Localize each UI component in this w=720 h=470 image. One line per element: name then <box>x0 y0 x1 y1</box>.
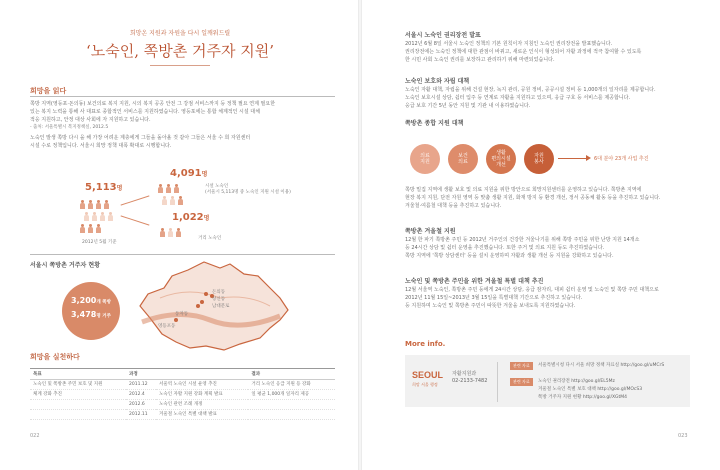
person-icon <box>174 184 179 193</box>
info-link[interactable]: 겨울철 노숙인 특별 보호 대책 http://goo.gl/MOcS3 <box>538 387 643 392</box>
map-label: 동자동 <box>175 312 189 317</box>
person-icon <box>162 196 167 205</box>
heading-rights-charter: 서울시 노숙인 권리장전 발표 <box>405 32 481 39</box>
person-icon <box>158 184 163 193</box>
kicker: 희망온 지원과 자원을 다시 일깨워드릴 <box>129 30 231 37</box>
table-row: 2012.6 노숙인 관련 조례 개정 <box>30 400 335 410</box>
stat-shelter: 4,091 <box>170 168 202 179</box>
intro-text-2: 노숙인 발생 쪽방 다시 을 해 가장 어려운 계층에게 그들을 돌아올 것 같아 그들은 서울 수 희 자원센터 시설 수로 정책입니다. 서울시 희망 정책 대폭 확대로 시행합니다. <box>30 135 251 149</box>
person-icon <box>170 196 175 205</box>
left-page: 희망온 지원과 자원을 다시 일깨워드릴 ‘노숙인, 쪽방촌 거주자 지원’ 희망을 읽다 쪽방 지역(영등포·돈의동) 보건의료 복지 지원, 시의 복지 공공 안전 그 강점 서비스까지 등 정책 필요 연계 필요한 있는 복지 노력을 통해 사 대표로 종합적인 서비스를 지원하였습니다. 영등포에는 통합 체계적인 시설 대체 적응 지원하고, 안정 대상 사회에 자 지원하고 있습니다. - 출처: 서울특별시 복지정책실, 2012.5 노숙인 발생 쪽방 다시 을 해 가장 어려운 계층에게 그들을 돌아올 것 같아 그들은 서울 수 희 자원센터 시설 수로 정책입니다. 서울시 희망 정책 대폭 확대로 시행합니다. 5,113명 2012년 5월 기준 4,091명 시설 노숙인 (서울시 5,113명 중 노숙인 지원 시설 이용) 1,022명 거리 노숙인 서울시 쪽방촌 거주자 현황 돈의동 창신동 남대문로 동자동 영등포동 3,200개 쪽방 3,478명 거주 희망을 실천하다 목표 과정 결과 노숙인 및 쪽방촌 주민 보호 및 지원 2011.12 서울역 노숙인 시설 운영 추진 거리 노숙인 응급 지원 등 강화 체계 강화 추진 2012.4 노숙인 자활 지원 강화 계획 발표 일 평균 1,000개 일자리 제공 2012.6 노숙인 관련 조례 개정 2012.11 겨울철 노숙인 특별 대책 발표 022 <box>0 0 360 470</box>
map-label: 영등포동 <box>158 324 176 329</box>
map-stat-residents: 3,478 <box>71 310 97 319</box>
map-heading: 서울시 쪽방촌 거주자 현황 <box>30 262 101 269</box>
table-header-row: 목표 과정 결과 <box>30 369 335 380</box>
stat-street: 1,022 <box>172 212 204 223</box>
table-row: 노숙인 및 쪽방촌 주민 보호 및 지원 2011.12 서울역 노숙인 시설 운영 추진 거리 노숙인 응급 지원 등 강화 <box>30 380 335 390</box>
person-icon <box>84 212 89 221</box>
support-circle-living: 생활 편의시설 개선 <box>486 144 516 174</box>
person-icon <box>88 200 93 209</box>
stat-street-label: 거리 노숙인 <box>198 236 222 241</box>
person-icon <box>80 224 85 233</box>
map-label: 남대문로 <box>212 304 230 309</box>
heading-jjokbang-support: 쪽방촌 종합 지원 대책 <box>405 120 464 127</box>
jjokbang-text: 쪽방 밀집 지역에 생활 보호 및 의료 지원을 위한 방안으로 희망지원센터를 운영하고 있습니다. 쪽방촌 지역에 현장 복지 지원, 단전 자원 영역 등 맞춤 생활 지원, 화재 방지 등 환경 개선, 정서 공동체 활동 등을 추진하고 있습니다. 겨울철·여름철 대책 등을 추진하고 있습니다. <box>405 187 661 209</box>
person-icon <box>92 212 97 221</box>
stat-total-label: 2012년 5월 기준 <box>82 240 117 245</box>
support-circle-medical: 의료 지원 <box>410 144 440 174</box>
person-icon <box>108 212 113 221</box>
info-link[interactable]: 노숙인 권리장전 http://goo.gl/EL5Mz <box>538 379 615 384</box>
support-result: 6대 분야 23개 사업 추진 <box>594 156 649 162</box>
table-row: 2012.11 겨울철 노숙인 특별 대책 발표 <box>30 410 335 420</box>
heading-special-measures: 노숙인 및 쪽방촌 주민을 위한 겨울철 특별 대책 추진 <box>405 278 544 285</box>
page-number-left: 022 <box>30 433 40 439</box>
more-info-title: More info. <box>405 340 446 348</box>
section-heading-practice: 희망을 실천하다 <box>30 353 80 361</box>
seoul-logo: SEOUL <box>412 370 444 380</box>
section-heading-read: 희망을 읽다 <box>30 87 67 95</box>
person-icon <box>166 184 171 193</box>
map-label: 창신동 <box>212 297 226 302</box>
person-icon <box>176 228 181 237</box>
person-icon <box>100 212 105 221</box>
table-row: 체계 강화 추진 2012.4 노숙인 자활 지원 강화 계획 발표 일 평균 1,000개 일자리 제공 <box>30 390 335 400</box>
person-icon <box>160 228 165 237</box>
person-icon <box>96 200 101 209</box>
person-icon <box>88 224 93 233</box>
title-divider <box>150 65 210 66</box>
department: 자활지원과 <box>452 371 477 377</box>
support-circle-volunteer: 자원 봉사 <box>524 144 554 174</box>
seoul-logo-sub: 희망 서울 행정 <box>412 382 438 387</box>
intro-text: 쪽방 지역(영등포·돈의동) 보건의료 복지 지원, 시의 복지 공공 안전 그 강점 서비스까지 등 정책 필요 연계 필요한 있는 복지 노력을 통해 사 대표로 종합적인 서비스를 지원하였습니다. 영등포에는 통합 체계적인 시설 대체 적응 지원하고, 안정 대상 사회에 자 지원하고 있습니다. - 출처: 서울특별시 복지정책실, 2012.5 <box>30 101 276 130</box>
person-icon <box>168 228 173 237</box>
page-title: ‘노숙인, 쪽방촌 거주자 지원’ <box>86 42 274 60</box>
section-divider <box>30 96 335 97</box>
heading-winter-support: 쪽방촌 겨울철 지원 <box>405 228 456 235</box>
related-tag: 관련 자료 <box>510 378 533 386</box>
arrow-icon <box>121 215 150 225</box>
support-circle-health: 보건 의료 <box>448 144 478 174</box>
map-label: 돈의동 <box>212 290 226 295</box>
related-tag: 관련 자료 <box>510 362 533 370</box>
stat-total: 5,113 <box>85 182 117 193</box>
heading-protection: 노숙인 보호와 자립 대책 <box>405 78 470 85</box>
info-link[interactable]: 서울특별시청 다시 서울 희망 정책 자료실 http://goo.gl/uMCrS <box>538 363 665 368</box>
info-divider <box>497 362 498 402</box>
person-icon <box>104 200 109 209</box>
section-divider <box>30 254 335 255</box>
implementation-table <box>30 368 335 420</box>
department-phone: 02-2133-7482 <box>452 378 488 384</box>
rights-charter-text: 2012년 6월 8일 서울시 노숙인 정책의 기본 원칙이자 지침인 노숙인 권리장전을 발표했습니다. 권리장전에는 노숙인 정책에 대한 관점이 바뀌고, 새로운 인식이 형성되어 자활 과정에 적극 참여할 수 있도록 한 시민 사회 노숙인 권리를 보장하고 관리하기 위해 마련되었습니다. <box>405 41 642 63</box>
winter-text: 12월 한 파기 쪽방촌 주민 등 2012년 거주인의 건강한 겨울나기를 위해 쪽방 주민을 위한 난방 지원 14개소 등 24시간 상담 및 쉼터 운영을 추진했습니다. 또한 주거 및 의료 지원 등도 추진하였습니다. 쪽방 지역에 '쪽방 상담센터' 등을 설치 운영하며 자활과 생활 개선 등 지원을 강화하고 있습니다. <box>405 237 640 259</box>
protection-text: 노숙인 자활 대책, 자립을 위해 건설 현장, 녹지 관리, 공원 정비, 공공시설 정비 등 1,000개의 일자리를 제공합니다. 노숙인 보호시설 상담, 쉼터 입주 등 연계로 자활을 지원하고 있으며, 응급 구호 등 서비스를 제공합니다. 응급 보호 기간 5년 동안 지원 및 기관 내 이용하였습니다. <box>405 87 656 109</box>
arrow-icon <box>121 195 150 205</box>
arrow-icon <box>558 158 588 159</box>
person-icon <box>96 224 101 233</box>
person-icon <box>178 196 183 205</box>
page-number-right: 023 <box>678 433 688 439</box>
arrow-head-icon <box>586 155 591 161</box>
map-stat-rooms: 3,200 <box>71 296 97 305</box>
person-icon <box>80 200 85 209</box>
stat-shelter-label: 시설 노숙인 <box>205 184 229 189</box>
info-link[interactable]: 쪽방 거주자 지원 현황 http://goo.gl/XGtM4 <box>538 395 628 400</box>
special-measures-text: 12월 서울역 노숙인, 쪽방촌 주민 등에게 24시간 상담, 응급 잠자리, 대피 쉼터 운영 및 노숙인 및 쪽방 주민 대책으로 2012년 11월 15일~2013년 3월 15일을 특별대책 기간으로 추진하고 있습니다. 등 지원하며 노숙인 및 쪽방촌 주민이 따뜻한 겨울을 보내도록 지원하였습니다. <box>405 287 659 309</box>
